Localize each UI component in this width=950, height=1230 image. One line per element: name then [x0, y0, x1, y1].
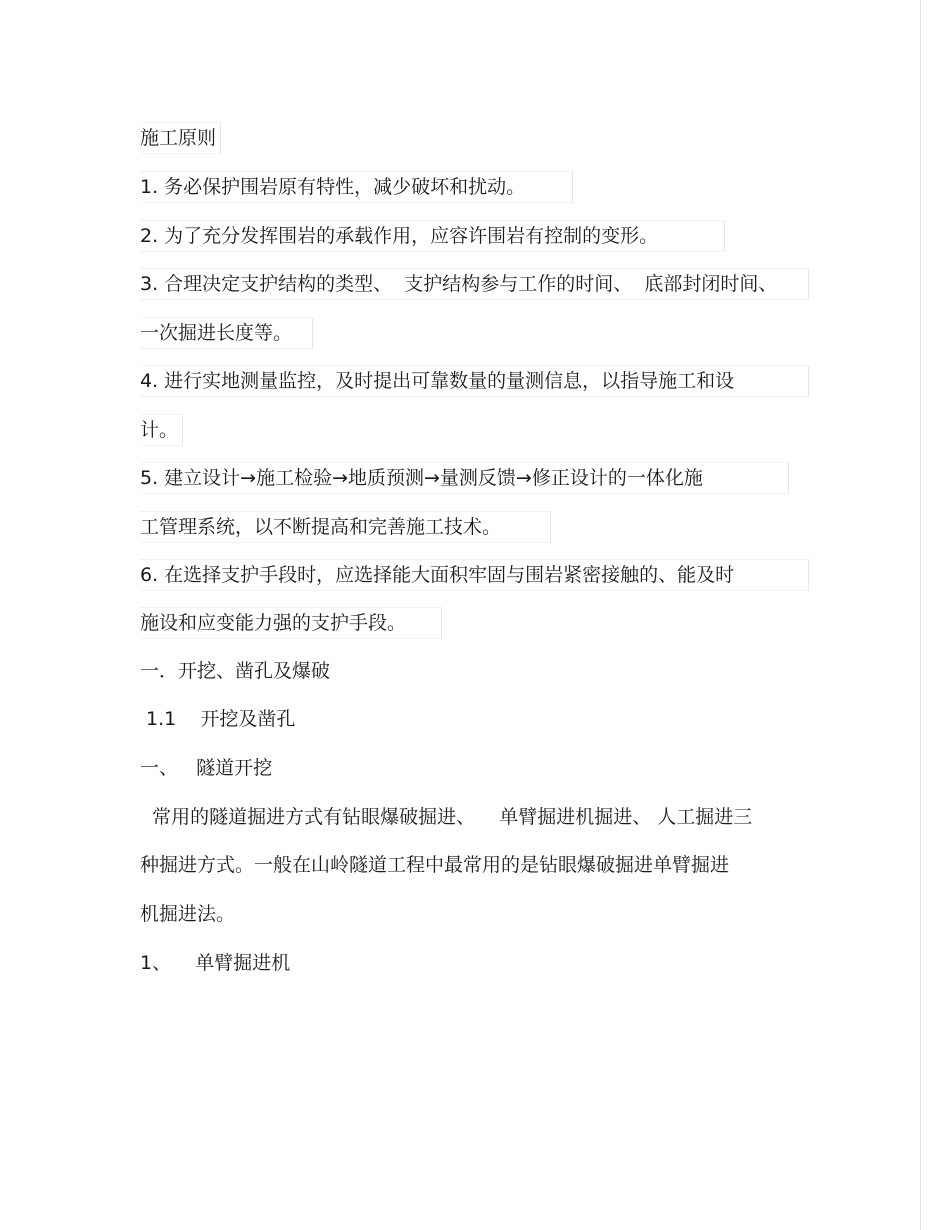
paragraph-line-1: 常用的隧道掘进方式有钻眼爆破掘进、 单臂掘进机掘进、 人工掘进三: [140, 806, 753, 828]
principle-line-5b: 工管理系统，以不断提高和完善施工技术。: [140, 511, 551, 543]
principle-line-2: 2. 为了充分发挥围岩的承载作用，应容许围岩有控制的变形。: [140, 220, 725, 252]
paragraph-line-2: 种掘进方式。一般在山岭隧道工程中最常用的是钻眼爆破掘进单臂掘进: [140, 854, 730, 876]
subsubsection-heading: 一、 隧道开挖: [140, 757, 273, 779]
page-edge-divider: [920, 0, 921, 1230]
principle-line-6a: 6. 在选择支护手段时，应选择能大面积牢固与围岩紧密接触的、能及时: [140, 559, 809, 591]
section-heading: 一．开挖、凿孔及爆破: [140, 660, 331, 682]
principle-line-5a: 5. 建立设计→施工检验→地质预测→量测反馈→修正设计的一体化施: [140, 462, 789, 494]
principle-line-4a: 4. 进行实地测量监控，及时提出可靠数量的量测信息，以指导施工和设: [140, 365, 809, 397]
principle-line-3a: 3. 合理决定支护结构的类型、 支护结构参与工作的时间、 底部封闭时间、: [140, 268, 809, 300]
item-heading: 1、 单臂掘进机: [140, 952, 291, 974]
subsection-heading: 1.1 开挖及凿孔: [140, 708, 296, 730]
principle-line-1: 1. 务必保护围岩原有特性，减少破坏和扰动。: [140, 171, 573, 203]
page-title: 施工原则: [140, 122, 221, 154]
principle-line-4b: 计。: [140, 414, 183, 446]
paragraph-line-3: 机掘进法。: [140, 903, 236, 925]
principle-line-3b: 一次掘进长度等。: [140, 317, 313, 349]
principle-line-6b: 施设和应变能力强的支护手段。: [140, 607, 442, 639]
